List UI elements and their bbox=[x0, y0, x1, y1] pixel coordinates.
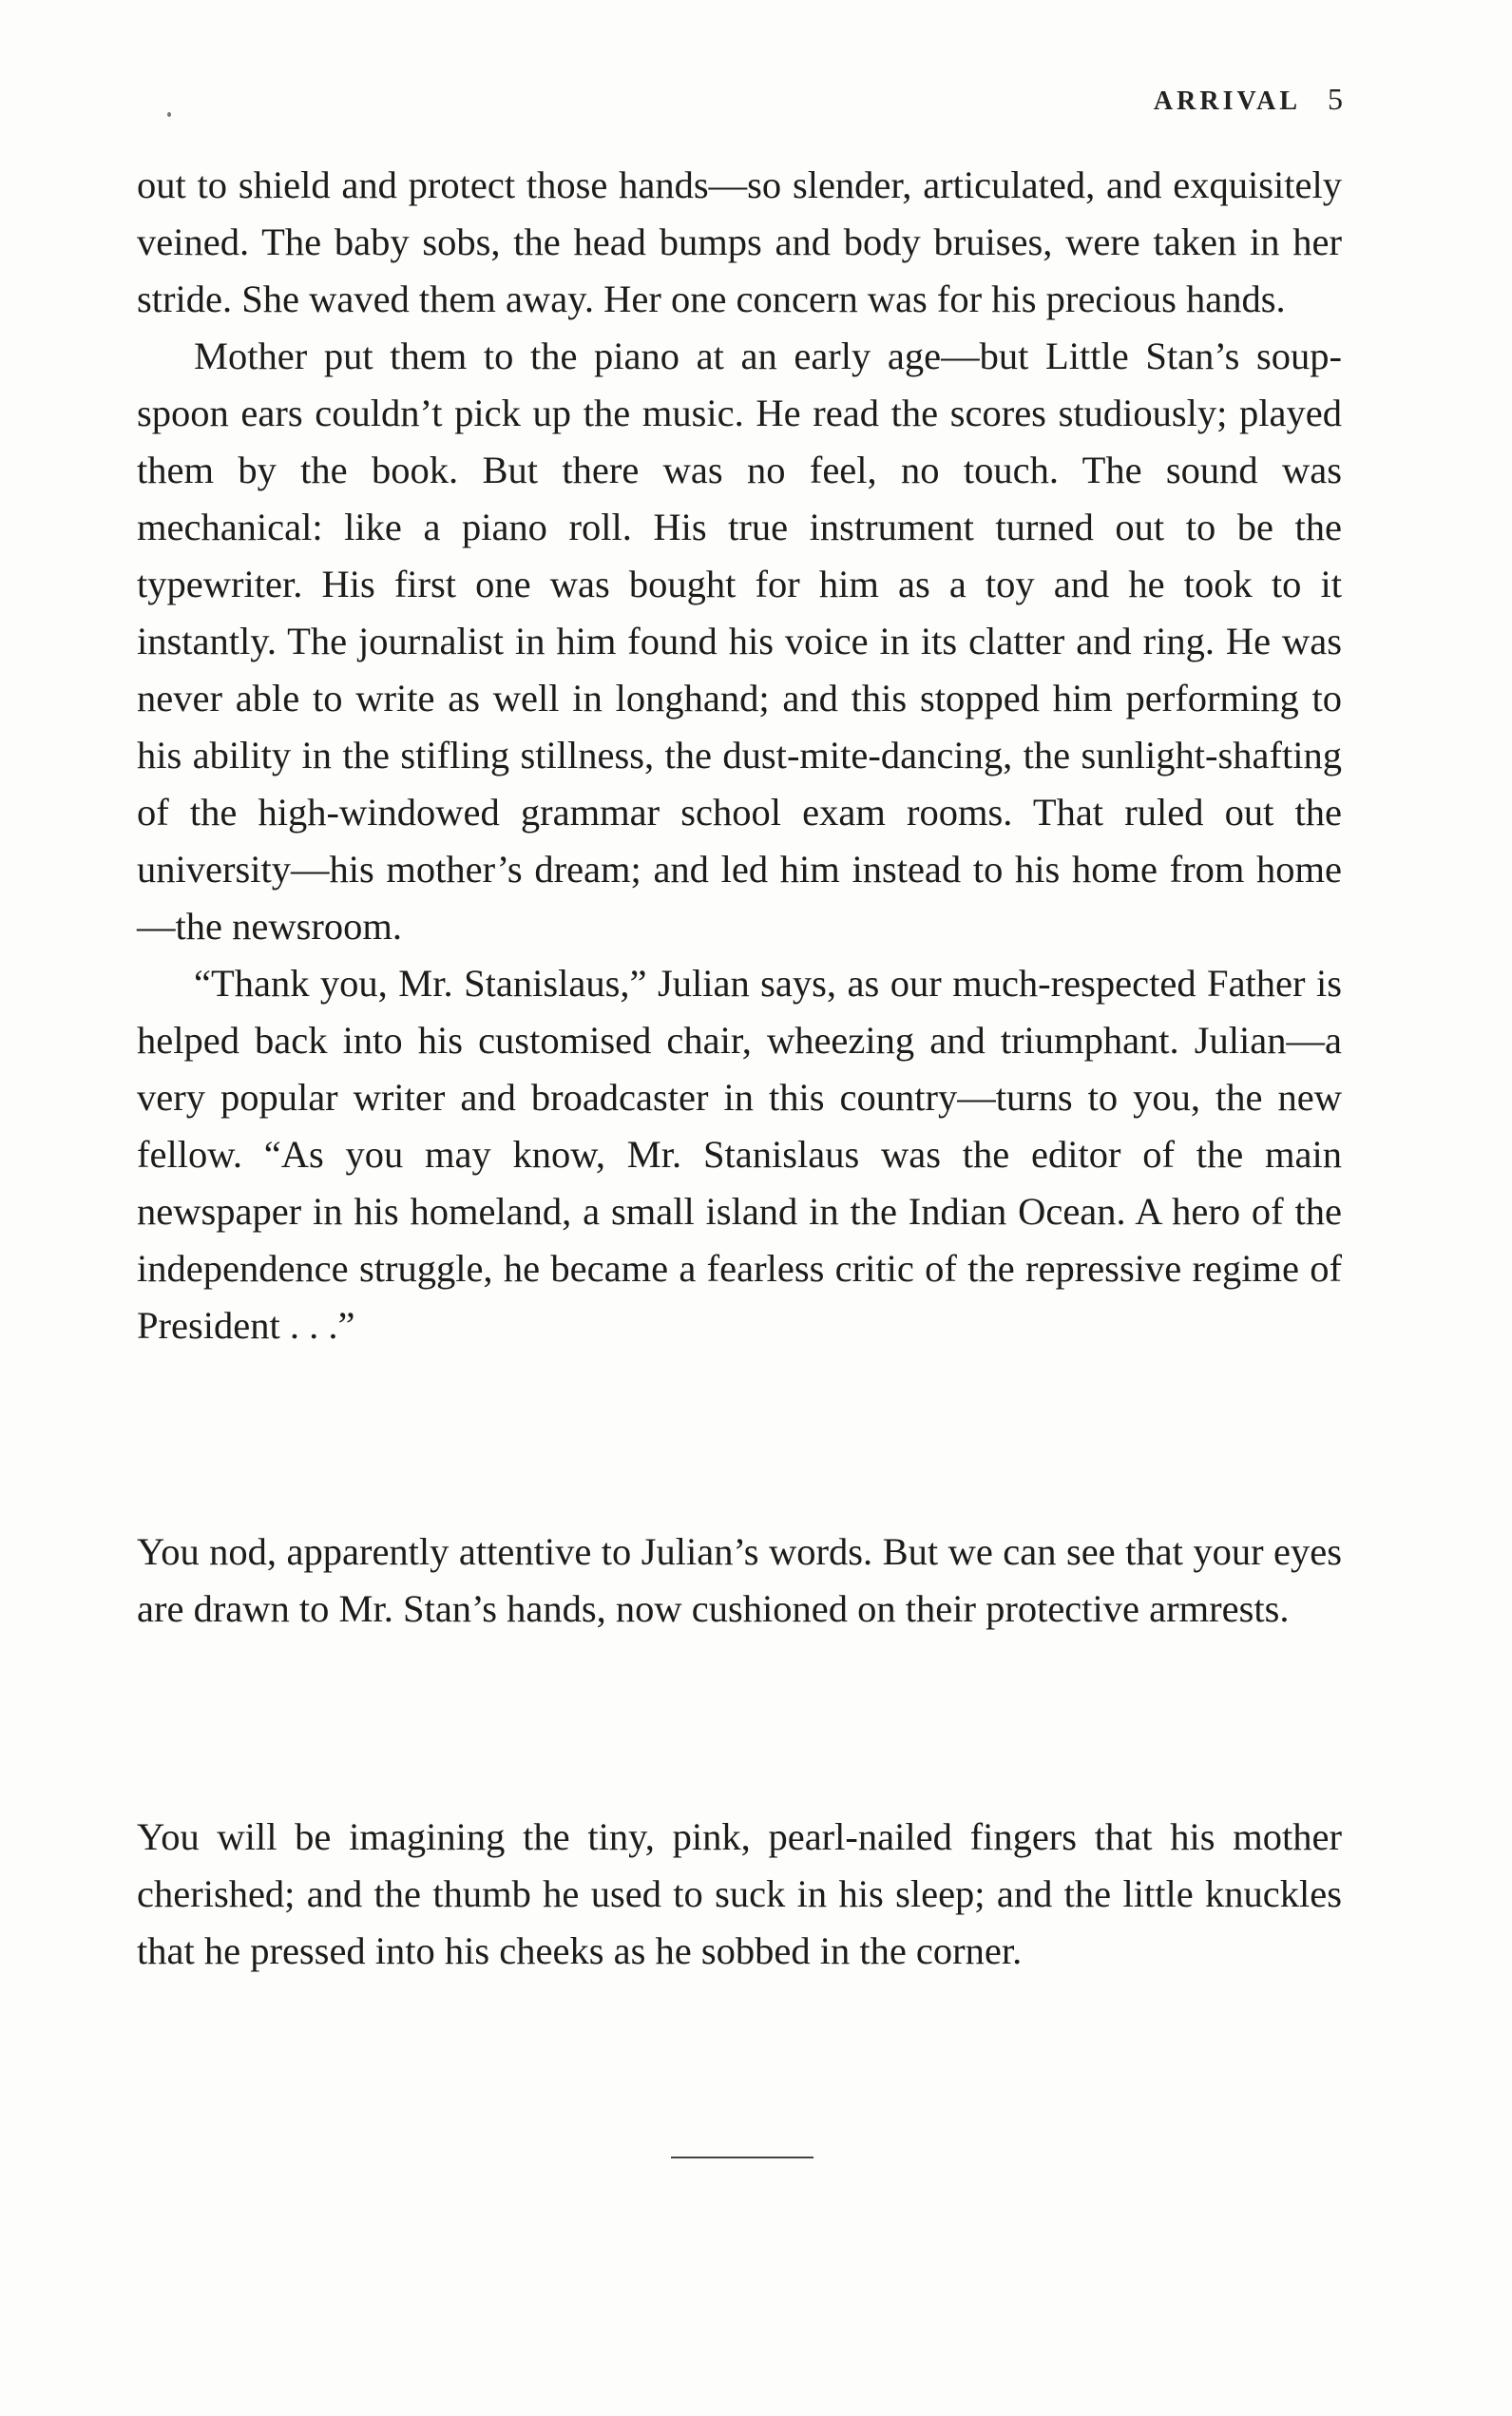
running-head bbox=[1154, 82, 1343, 117]
paragraph-1: out to shield and protect those hands—so slender, articulated, and exquisitely veined. The baby sobs, the head bumps and body bruises, were taken in her stride. She waved them away. Her one concern was for his precious hands. bbox=[137, 163, 1342, 320]
section-divider-rule bbox=[671, 2157, 813, 2158]
running-head-title: ARRIVAL bbox=[1153, 86, 1301, 116]
body-text-top bbox=[137, 157, 1342, 1354]
paragraph-4: You nod, apparently attentive to Julian’s words. But we can see that your eyes are drawn to Mr. Stan’s hands, now cushioned on their protective armrests. bbox=[137, 1530, 1342, 1630]
paragraph-3: “Thank you, Mr. Stanislaus,” Julian says, as our much-respected Father is helped back into his customised chair, wheezing and triumphant. Julian—a very popular writer and broadcaster in this country—turns to you, the new fellow. “As you may know, Mr. Stanislaus was the editor of the main newspaper in his homeland, a small island in the Indian Ocean. A hero of the independence struggle, he became a fearless critic of the repressive regime of President . . .” bbox=[137, 962, 1342, 1347]
body-text-bottom bbox=[137, 1809, 1342, 1980]
page-number: 5 bbox=[1328, 82, 1343, 116]
body-text-middle bbox=[137, 1524, 1342, 1638]
paragraph-2: Mother put them to the piano at an early age—but Little Stan’s soup-spoon ears couldn’t pick up the music. He read the scores studiously; played them by the book. But there was no feel, no touch. The sound was mechanical: like a piano roll. His true instrument turned out to be the typewriter. His first one was bought for him as a toy and he took to it instantly. The journalist in him found his voice in its clatter and ring. He was never able to write as well in longhand; and this stopped him performing to his ability in the stifling stillness, the dust-mite-dancing, the sunlight-shafting of the high-windowed grammar school exam rooms. That ruled out the university—his mother’s dream; and led him instead to his home from home—the newsroom. bbox=[137, 335, 1342, 948]
paragraph-5: You will be imagining the tiny, pink, pearl-nailed fingers that his mother cherished; and the thumb he used to suck in his sleep; and the little knuckles that he pressed into his cheeks as he sobbed in the corner. bbox=[137, 1815, 1342, 1972]
print-speck bbox=[167, 112, 171, 117]
